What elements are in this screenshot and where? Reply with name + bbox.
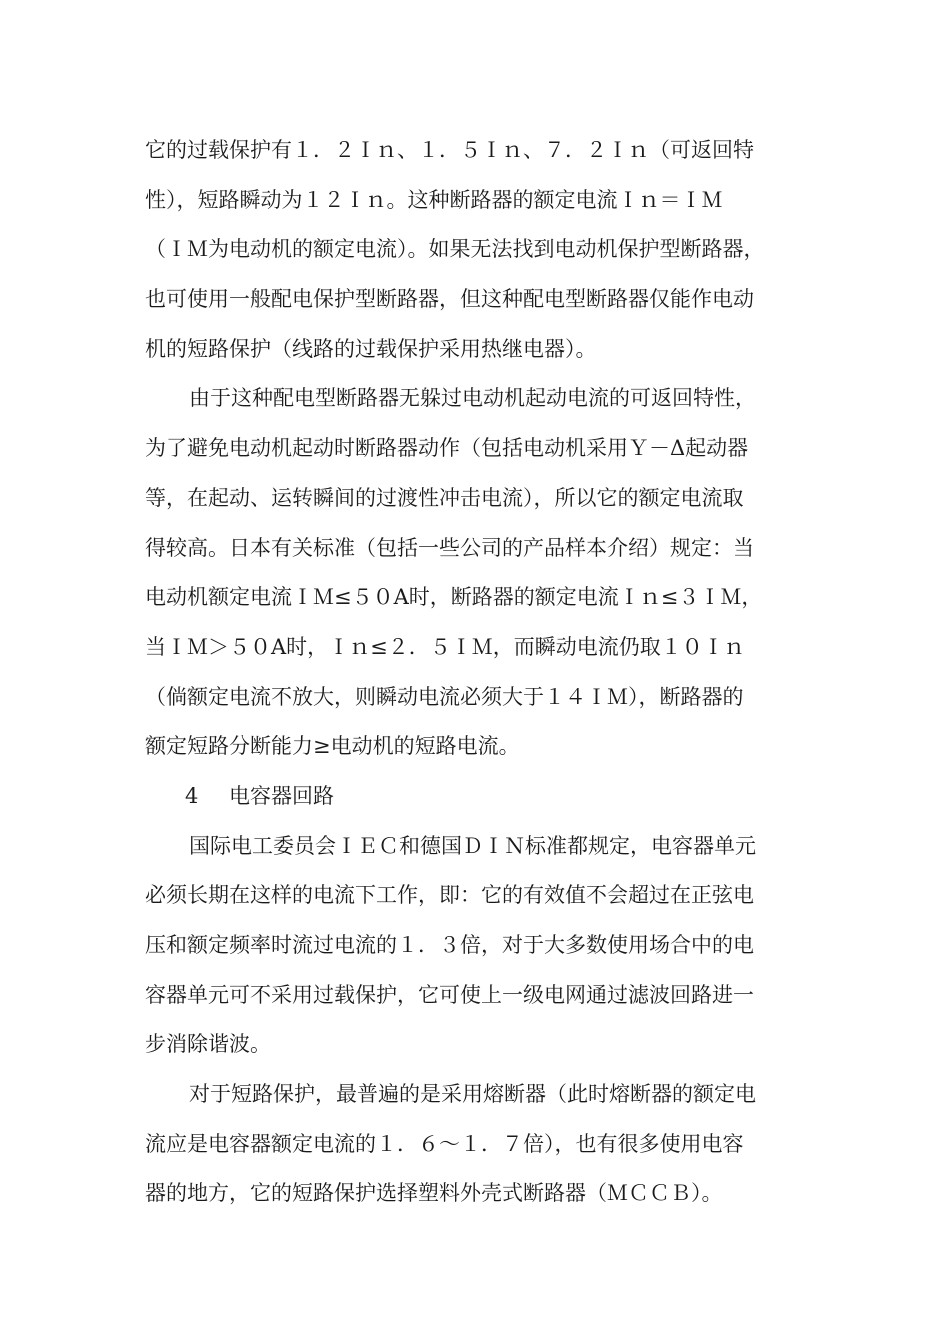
text-line: 由于这种配电型断路器无躲过电动机起动电流的可返回特性， <box>189 386 756 411</box>
text-line: 对于短路保护，最普遍的是采用熔断器（此时熔断器的额定电 <box>189 1082 756 1107</box>
section-title: 电容器回路 <box>229 783 334 808</box>
text-line: 它的过载保护有１．２Ｉｎ、１．５Ｉｎ、７．２Ｉｎ（可返回特 <box>145 138 754 162</box>
section-heading <box>145 772 795 822</box>
text-line: 等，在起动、运转瞬间的过渡性冲击电流），所以它的额定电流取 <box>145 485 744 510</box>
text-line: 得较高。日本有关标准（包括一些公司的产品样本介绍）规定：当 <box>145 535 754 560</box>
text-line: （ＩＭ为电动机的额定电流）。如果无法找到电动机保护型断路器， <box>145 237 765 262</box>
text-line: 当ＩＭ＞５０A时，Ｉｎ≤２．５ＩＭ，而瞬动电流仍取１０Ｉｎ <box>145 634 745 659</box>
text-line: 性），短路瞬动为１２Ｉｎ。这种断路器的额定电流Ｉｎ＝ＩＭ <box>145 187 723 212</box>
text-line: 步消除谐波。 <box>145 1032 271 1057</box>
text-line: 额定短路分断能力≥电动机的短路电流。 <box>145 734 520 759</box>
text-line: 机的短路保护（线路的过载保护采用热继电器）。 <box>145 336 597 361</box>
text-line: 必须长期在这样的电流下工作，即：它的有效值不会超过在正弦电 <box>145 883 754 908</box>
text-line: 为了避免电动机起动时断路器动作（包括电动机采用Ｙ－Δ起动器 <box>145 436 749 461</box>
paragraph-motor-protection-end <box>145 126 795 374</box>
text-line: 电动机额定电流ＩＭ≤５０A时，断路器的额定电流Ｉｎ≤３ＩＭ， <box>145 585 763 610</box>
paragraph-capacitor-standards <box>145 822 795 1070</box>
text-line: 也可使用一般配电保护型断路器，但这种配电型断路器仅能作电动 <box>145 287 754 312</box>
text-line: 国际电工委员会ＩＥＣ和德国ＤＩＮ标准都规定，电容器单元 <box>189 833 756 858</box>
text-line: 压和额定频率时流过电流的１．３倍，对于大多数使用场合中的电 <box>145 933 754 957</box>
paragraph-distribution-breaker <box>145 374 795 772</box>
section-number: 4 <box>185 783 199 808</box>
document-page <box>145 126 795 1219</box>
text-line: 器的地方，它的短路保护选择塑料外壳式断路器（ＭＣＣＢ）。 <box>145 1181 723 1206</box>
text-line: 容器单元可不采用过载保护，它可使上一级电网通过滤波回路进一 <box>145 982 754 1007</box>
paragraph-short-circuit-protection <box>145 1070 795 1219</box>
text-line: 流应是电容器额定电流的１．６～１．７倍），也有很多使用电容 <box>145 1131 744 1156</box>
text-line: （倘额定电流不放大，则瞬动电流必须大于１４ＩＭ），断路器的 <box>145 684 744 709</box>
